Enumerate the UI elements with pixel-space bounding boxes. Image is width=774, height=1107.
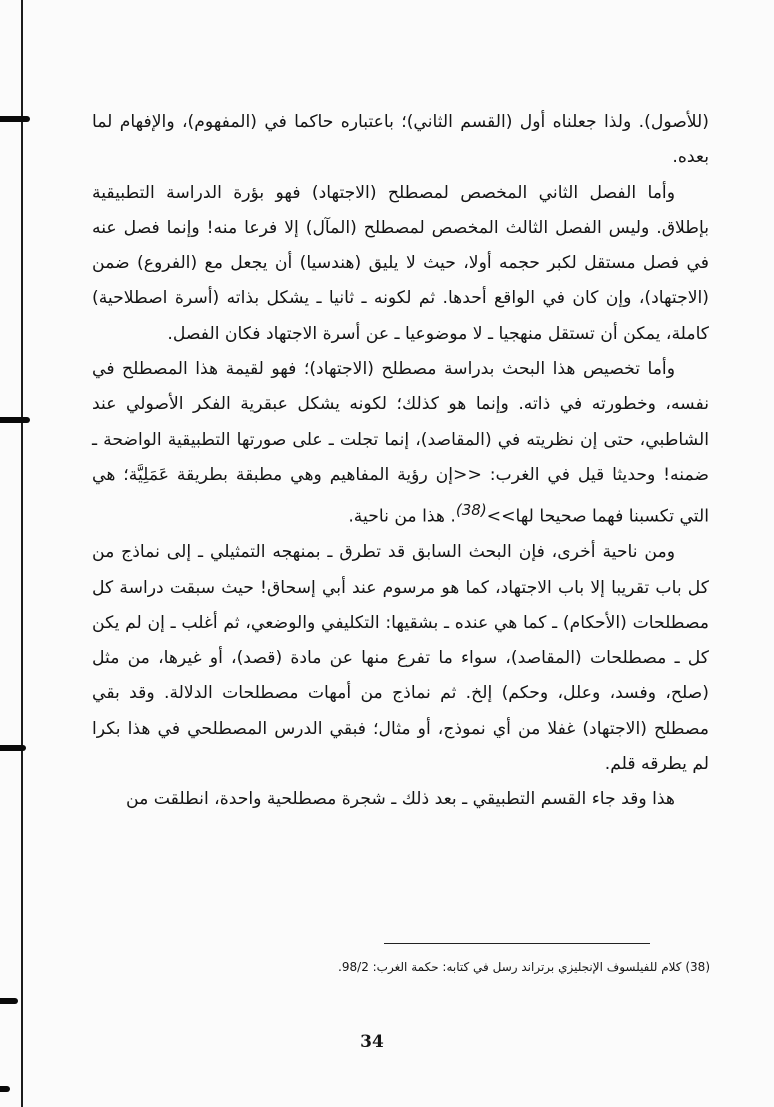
scan-edge-mark xyxy=(0,417,30,423)
scan-edge-mark xyxy=(0,998,18,1004)
footnote xyxy=(150,958,710,976)
footnote-separator xyxy=(384,943,650,944)
footnote-reference[interactable]: (38) xyxy=(455,501,487,520)
paragraph-ijtihad-chapter: وأما الفصل الثاني المخصص لمصطلح (الاجتهاد) فهو بؤرة الدراسة التطبيقية بإطلاق. وليس الفصل الثالث المخصص لمصطلح (المآل) إلا فرعا منه! وإنما فصل عنه في فصل مستقل لكبر حجمه أولا، حيث لا يليق (هندسيا) أن يجعل مع (الفروع) ضمن (الاجتهاد)، وإن كان في الواقع أحدها. ثم لكونه ـ ثانيا ـ يشكل بذاته (أسرة اصطلاحية) كاملة، يمكن أن تستقل منهجيا ـ لا موضوعيا ـ عن أسرة الاجتهاد فكان الفصل. xyxy=(92,182,709,344)
paragraph-research-focus xyxy=(92,352,709,535)
page-number: 34 xyxy=(360,1032,384,1052)
paragraph-text: . هذا من ناحية. xyxy=(348,507,456,527)
scan-edge-mark xyxy=(0,116,30,122)
paragraph-previous-research: ومن ناحية أخرى، فإن البحث السابق قد تطرق ـ بمنهجه التمثيلي ـ إلى نماذج من كل باب تقريبا إلا باب الاجتهاد، كما هو مرسوم عند أبي إسحاق! حيث سبقت دراسة كل مصطلحات (الأحكام) ـ كما هي عنده ـ بشقيها: التكليفي والوضعي، ثم أغلب ـ إن لم يكن كل ـ مصطلحات (المقاصد)، سواء ما تفرع منها عن مادة (قصد)، أو غيرها، من مثل (صلح، وفسد، وعلل، وحكم) إلخ. ثم نماذج من أمهات مصطلحات الدلالة. وقد بقي مصطلح (الاجتهاد) غفلا من أي نموذج، أو مثال؛ فبقي الدرس المصطلحي في هذا بكرا لم يطرقه قلم. xyxy=(92,542,709,775)
paragraph-continued: (للأصول). ولذا جعلناه أول (القسم الثاني)؛ باعتباره حاكما في (المفهوم)، والإفهام لما بعده. xyxy=(92,112,709,168)
scan-edge-mark xyxy=(0,1086,10,1092)
paragraph-text: وأما تخصيص هذا البحث بدراسة مصطلح (الاجتهاد)؛ فهو لقيمة هذا المصطلح في نفسه، وخطورته في ذاته. وإنما هو كذلك؛ لكونه يشكل عبقرية الفكر الأصولي عند الشاطبي، حتى إن نظريته في (المقاصد)، إنما تجلت ـ على صورتها التطبيقية الواضحة ـ ضمنه! وحديثا قيل في الغرب: <<إن رؤية المفاهيم وهي مطبقة بطريقة عَمَلِيَّة؛ هي التي تكسبنا فهما صحيحا لها>> xyxy=(92,359,709,527)
footnote-text: كلام للفيلسوف الإنجليزي برتراند رسل في كتابه: حكمة الغرب: 98/2. xyxy=(338,960,682,974)
page-spine-shadow xyxy=(21,0,23,1107)
footnote-number: (38) xyxy=(685,960,710,974)
body-text xyxy=(92,105,709,818)
paragraph-applied-section: هذا وقد جاء القسم التطبيقي ـ بعد ذلك ـ شجرة مصطلحية واحدة، انطلقت من xyxy=(126,789,675,810)
scan-edge-mark xyxy=(0,745,26,751)
